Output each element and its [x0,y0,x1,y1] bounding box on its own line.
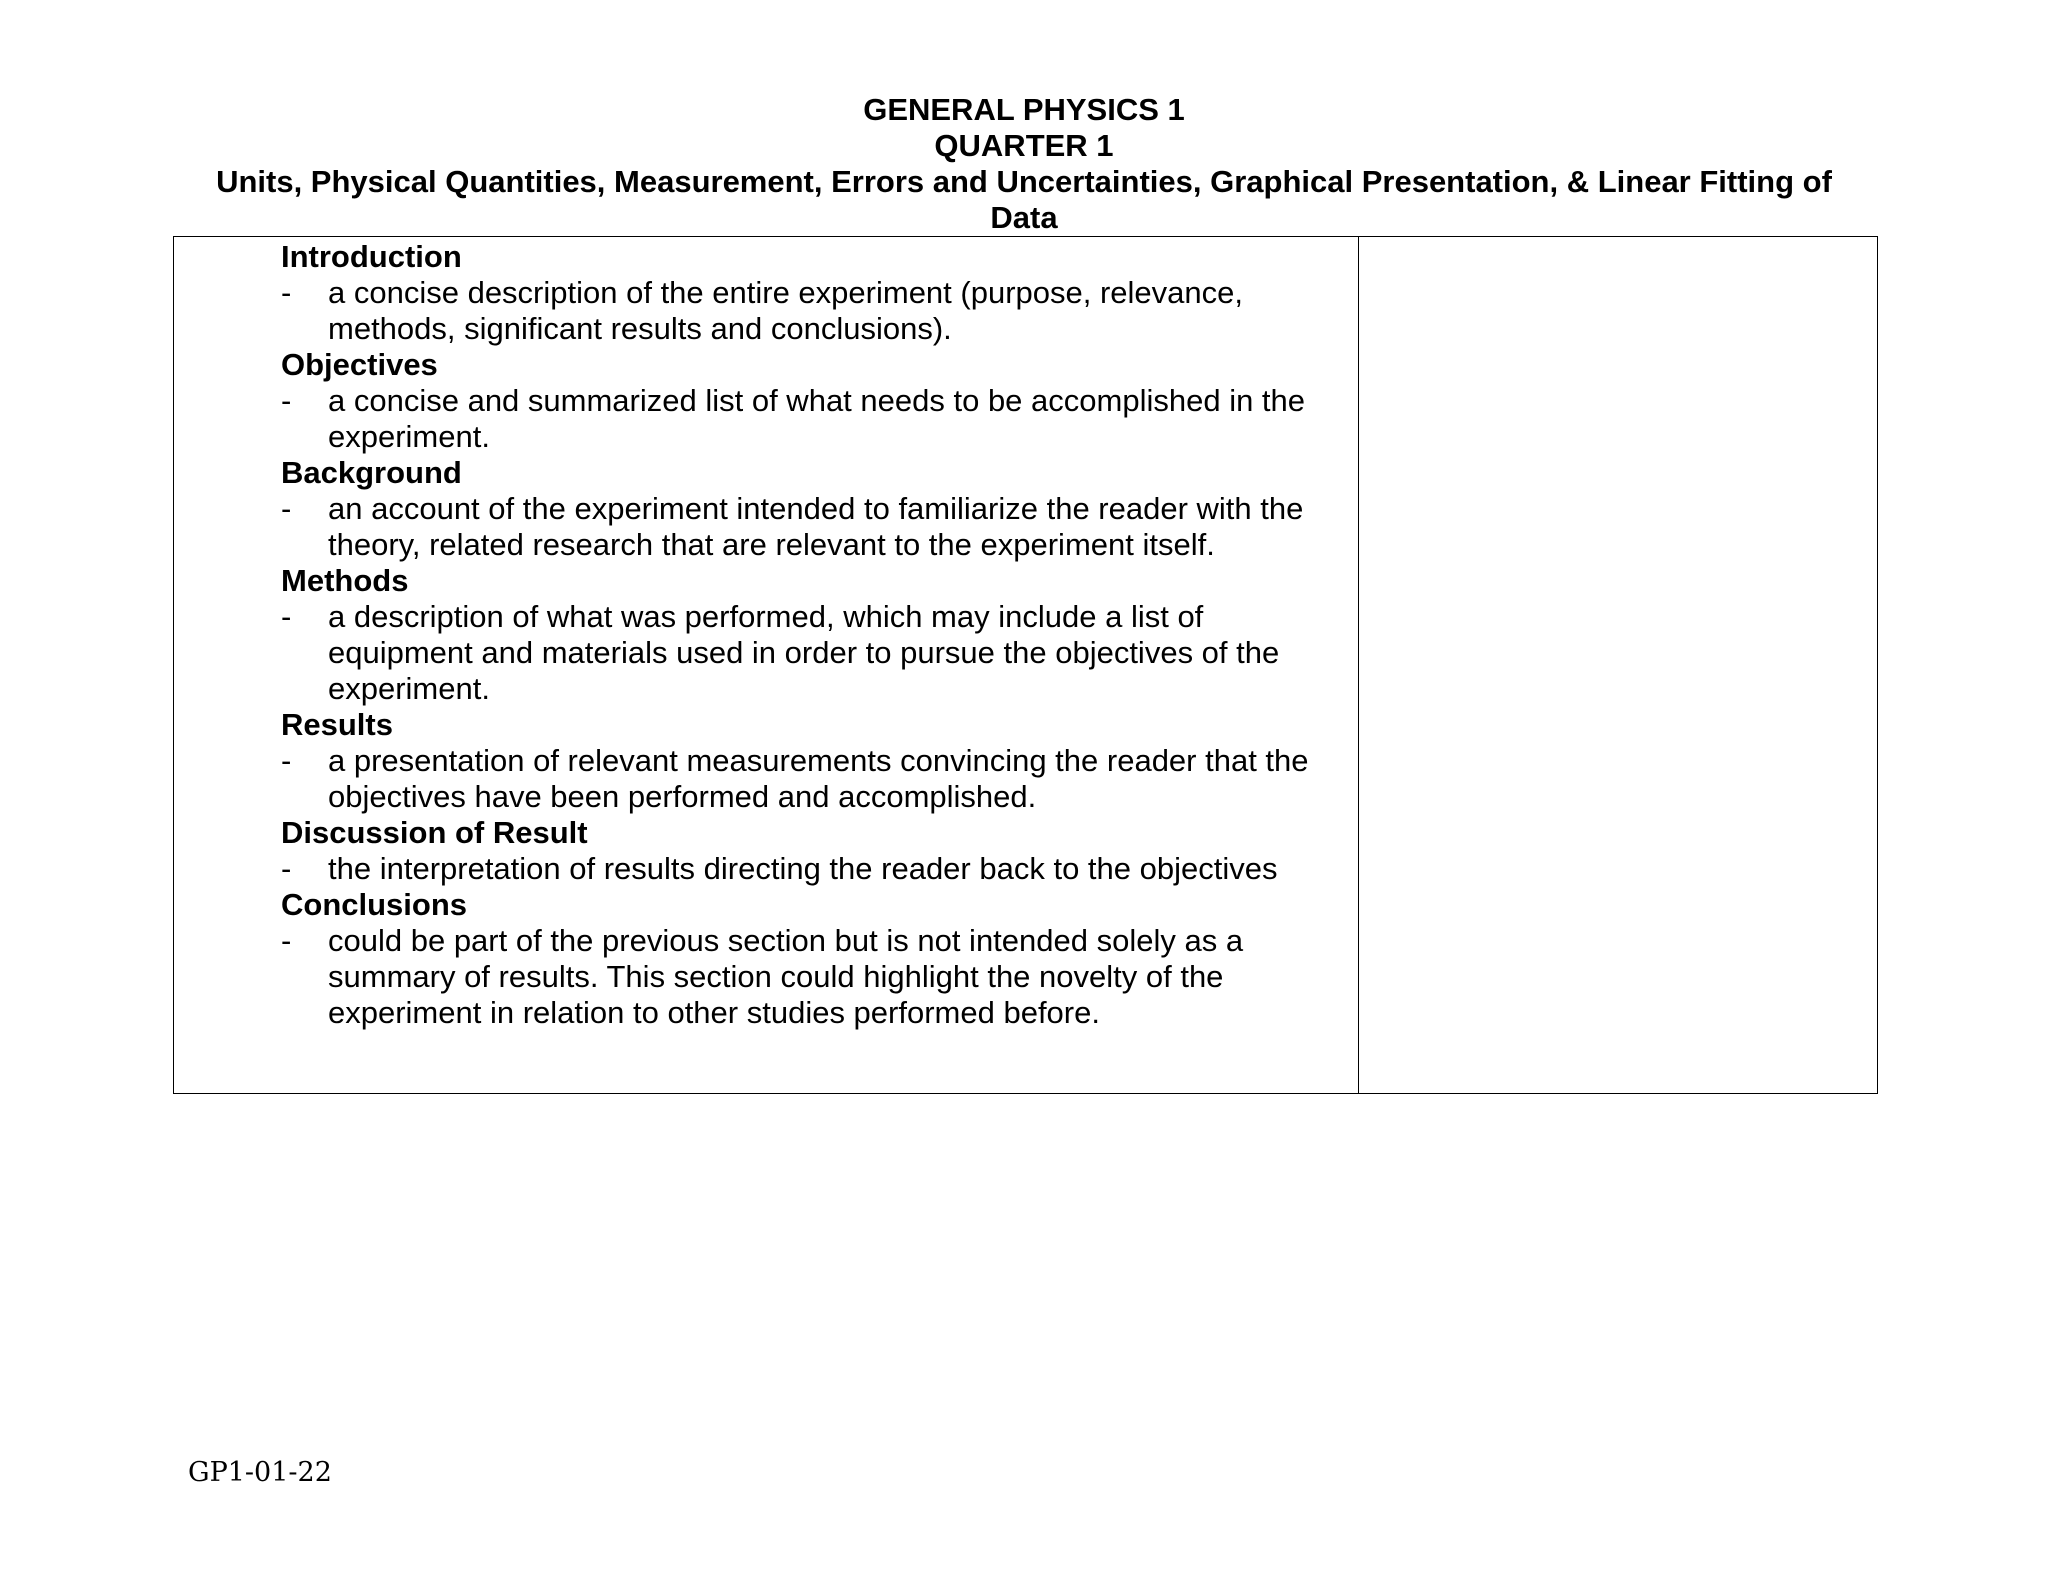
bullet-dash: - [281,275,292,310]
section-bullet [281,383,1358,455]
bullet-text-line: a concise description of the entire experiment (purpose, relevance, [328,275,1243,310]
bullet-text [328,599,1328,707]
topic-title [170,164,1878,236]
section-bullet [281,743,1358,815]
bullet-text-line: a concise and summarized list of what needs to be accomplished in the [328,383,1306,418]
bullet-text-line: an account of the experiment intended to familiarize the reader with the [328,491,1304,526]
section-heading: Background [281,455,462,490]
section-bullet [281,599,1358,707]
quarter-label: QUARTER 1 [934,128,1114,163]
topic-title-line-2: Data [990,200,1058,235]
bullet-text [328,923,1328,1031]
bullet-dash: - [281,743,292,778]
bullet-text-line: could be part of the previous section but is not intended solely as a [328,923,1244,958]
bullet-text-line: theory, related research that are relevant to the experiment itself. [328,527,1215,562]
section-bullet [281,851,1358,887]
section-heading: Results [281,707,393,742]
bullet-text-line: methods, significant results and conclusions). [328,311,952,346]
course-title: GENERAL PHYSICS 1 [863,92,1185,127]
document-header [170,92,1878,236]
bullet-dash: - [281,491,292,526]
topic-title-line-1: Units, Physical Quantities, Measurement, Errors and Uncertainties, Graphical Presentation, & Linear Fitting of [216,164,1832,199]
bullet-dash: - [281,923,292,958]
bullet-text-line: the interpretation of results directing the reader back to the objectives [328,851,1278,886]
empty-notes-cell [1359,237,1878,1094]
bullet-text-line: experiment in relation to other studies performed before. [328,995,1100,1030]
bullet-dash: - [281,383,292,418]
section-heading: Objectives [281,347,438,382]
bullet-text-line: objectives have been performed and accomplished. [328,779,1037,814]
table-row [174,237,1878,1094]
bullet-text [328,851,1328,887]
section-heading: Methods [281,563,409,598]
section-bullet [281,491,1358,563]
report-guide-table [173,236,1878,1094]
section-heading: Conclusions [281,887,468,922]
bullet-text-line: equipment and materials used in order to pursue the objectives of the [328,635,1280,670]
bullet-text [328,275,1328,347]
bullet-text [328,383,1328,455]
guide-content-cell [174,237,1359,1094]
bullet-dash: - [281,851,292,886]
section-heading: Discussion of Result [281,815,588,850]
sections-list [174,237,1358,1031]
bullet-text-line: a presentation of relevant measurements convincing the reader that the [328,743,1309,778]
bullet-text-line: experiment. [328,419,490,454]
bullet-text [328,743,1328,815]
section-heading: Introduction [281,239,462,274]
bullet-text-line: a description of what was performed, which may include a list of [328,599,1204,634]
bullet-text-line: summary of results. This section could highlight the novelty of the [328,959,1224,994]
bullet-text-line: experiment. [328,671,490,706]
bullet-dash: - [281,599,292,634]
document-code: GP1-01-22 [188,1457,332,1488]
section-bullet [281,275,1358,347]
bullet-text [328,491,1328,563]
section-bullet [281,923,1358,1031]
